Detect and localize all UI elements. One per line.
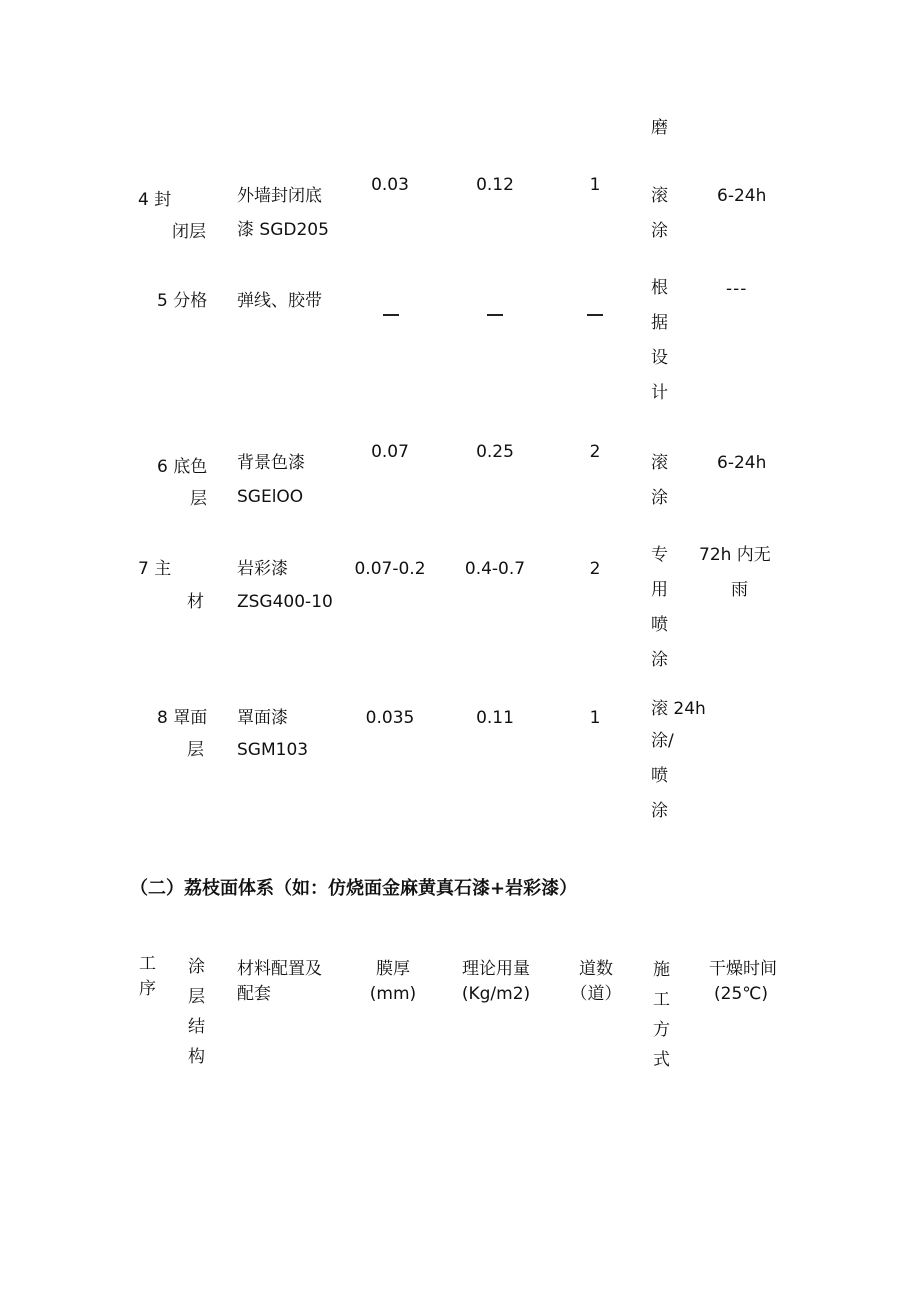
method: 滚 涂 (651, 453, 668, 508)
film-thickness: 0.03 (371, 175, 409, 195)
header-coats-unit: （道） (570, 984, 622, 1004)
coats-dash (587, 314, 603, 316)
header-dry-time: 干燥时间 (709, 959, 777, 979)
dry-time: 6-24h (717, 453, 767, 473)
material-name: 弹线、胶带 (237, 291, 322, 311)
coats: 2 (589, 442, 601, 462)
usage: 0.11 (476, 708, 514, 728)
material-name: 岩彩漆 (237, 559, 288, 579)
coats: 1 (589, 175, 601, 195)
step-label: 6 底色 (157, 457, 208, 477)
film-thickness: 0.035 (365, 708, 415, 728)
coats: 2 (589, 559, 601, 579)
dry-time-cont: 雨 (731, 580, 748, 600)
header-film-thickness: 膜厚 (376, 959, 410, 979)
material-code: 漆 SGD205 (237, 220, 329, 240)
usage: 0.25 (476, 442, 514, 462)
dry-time: 72h 内无 (699, 545, 771, 565)
method: 滚 涂 (651, 186, 668, 241)
method: 专 用 喷 涂 (651, 545, 668, 670)
header-coats: 道数 (579, 959, 613, 979)
step-label: 7 主 (138, 559, 172, 579)
method: 涂/ 喷 涂 (651, 731, 674, 821)
header-usage: 理论用量 (462, 959, 530, 979)
usage: 0.4-0.7 (464, 559, 526, 579)
film-thickness: 0.07 (371, 442, 409, 462)
step-label: 4 封 (138, 190, 172, 210)
material-code: SGM103 (237, 740, 309, 760)
material-code: SGElOO (237, 487, 304, 507)
dry-time: 6-24h (717, 186, 767, 206)
method-continuation: 磨 (651, 118, 668, 138)
film-thickness: 0.07-0.2 (354, 559, 426, 579)
method: 根 据 设 计 (651, 278, 668, 403)
step-label-cont: 层 (187, 740, 204, 760)
material-code: ZSG400-10 (237, 592, 333, 612)
material-name: 罩面漆 (237, 708, 288, 728)
step-label-cont: 层 (190, 489, 207, 509)
method-and-dry-time: 滚 24h (651, 699, 706, 719)
header-application-method: 施 工 方 式 (653, 960, 670, 1070)
usage-dash (487, 314, 503, 316)
material-name: 背景色漆 (237, 453, 305, 473)
header-dry-time-unit: (25℃) (714, 984, 768, 1004)
header-layer-structure: 涂 层 结 构 (188, 957, 205, 1067)
coats: 1 (589, 708, 601, 728)
header-material: 材料配置及 (237, 959, 322, 979)
header-process: 工 序 (139, 954, 156, 999)
step-label-cont: 材 (187, 592, 204, 612)
dry-time: --- (726, 279, 748, 299)
material-name: 外墙封闭底 (237, 186, 322, 206)
header-usage-unit: (Kg/m2) (461, 984, 531, 1004)
header-material-cont: 配套 (237, 984, 271, 1004)
usage: 0.12 (476, 175, 514, 195)
header-film-thickness-unit: (mm) (369, 984, 417, 1004)
step-label: 5 分格 (157, 291, 208, 311)
step-label: 8 罩面 (157, 708, 208, 728)
film-thickness-dash (383, 314, 399, 316)
step-label-cont: 闭层 (172, 222, 206, 242)
section-heading: （二）荔枝面体系（如：仿烧面金麻黄真石漆+岩彩漆） (130, 878, 578, 899)
